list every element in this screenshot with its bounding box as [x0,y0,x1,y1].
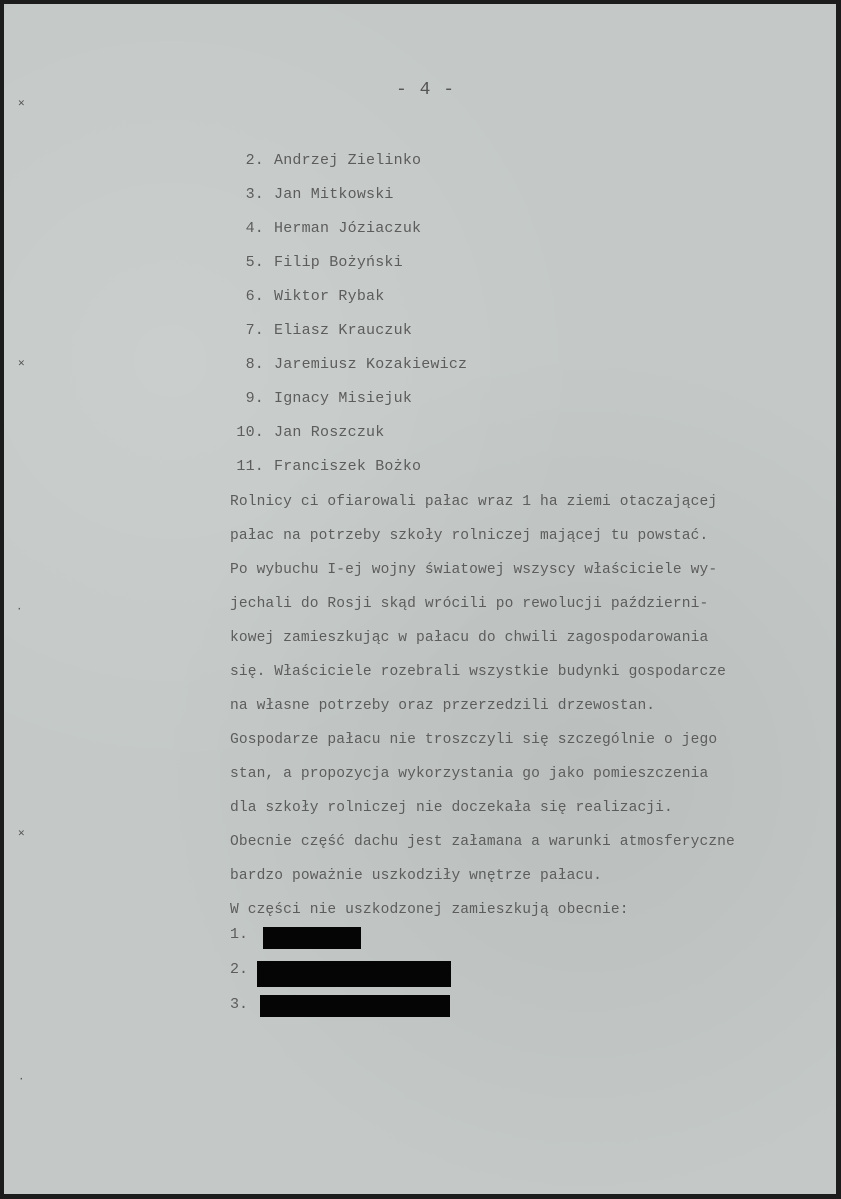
list-number: 9. [245,390,264,407]
list-number: 8. [245,356,264,373]
margin-mark: · [18,1074,25,1086]
list-item [226,382,467,416]
list-item [226,144,467,178]
margin-mark: ✕ [18,358,25,370]
list-number: 1. [230,926,249,943]
paragraph-line: W części nie uszkodzonej zamieszkują obecnie: [230,902,629,918]
paragraph-line: Gospodarze pałacu nie troszczyli się szczególnie o jego [230,732,718,748]
paragraph-line: stan, a propozycja wykorzystania go jako pomieszczenia [230,766,709,782]
list-number: 3. [245,186,264,203]
person-name: Jaremiusz Kozakiewicz [274,356,468,373]
names-list [226,144,467,484]
person-name: Franciszek Bożko [274,458,422,475]
list-number: 10. [236,424,264,441]
paragraph-line: bardzo poważnie uszkodziły wnętrze pałacu. [230,868,603,884]
document-page [4,4,836,1194]
person-name: Wiktor Rybak [274,288,385,305]
person-name: Jan Roszczuk [274,424,385,441]
paragraph-line: pałac na potrzeby szkoły rolniczej mającej tu powstać. [230,528,709,544]
paragraph-line: Obecnie część dachu jest załamana a warunki atmosferyczne [230,834,735,850]
list-number: 6. [245,288,264,305]
list-item [226,348,467,382]
list-item [226,178,467,212]
paragraph-line: jechali do Rosji skąd wrócili po rewolucji październi- [230,596,709,612]
person-name: Herman Józiaczuk [274,220,422,237]
list-item [226,246,467,280]
margin-mark: ✕ [18,828,25,840]
paragraph-line: się. Właściciele rozebrali wszystkie budynki gospodarcze [230,664,727,680]
page-number: - 4 - [396,80,456,100]
list-number: 3. [230,996,249,1013]
list-item [226,314,467,348]
list-item [226,212,467,246]
paragraph-line: Po wybuchu I-ej wojny światowej wszyscy właściciele wy- [230,562,718,578]
list-number: 2. [230,961,249,978]
person-name: Filip Bożyński [274,254,403,271]
list-item [226,450,467,484]
list-number: 4. [245,220,264,237]
list-number: 2. [245,152,264,169]
body-paragraph [230,485,735,927]
margin-mark: · [16,604,23,616]
paragraph-line: dla szkoły rolniczej nie doczekała się realizacji. [230,800,673,816]
redaction-bar [260,995,450,1017]
list-number: 11. [236,458,264,475]
list-item [226,416,467,450]
redaction-bar [257,961,451,987]
list-number: 5. [245,254,264,271]
person-name: Jan Mitkowski [274,186,394,203]
person-name: Eliasz Krauczuk [274,322,413,339]
person-name: Ignacy Misiejuk [274,390,413,407]
paragraph-line: Rolnicy ci ofiarowali pałac wraz 1 ha ziemi otaczającej [230,494,718,510]
paragraph-line: kowej zamieszkując w pałacu do chwili zagospodarowania [230,630,709,646]
person-name: Andrzej Zielinko [274,152,422,169]
list-number: 7. [245,322,264,339]
list-item [226,280,467,314]
paragraph-line: na własne potrzeby oraz przerzedzili drzewostan. [230,698,656,714]
redaction-bar [263,927,361,949]
margin-mark: ✕ [18,98,25,110]
